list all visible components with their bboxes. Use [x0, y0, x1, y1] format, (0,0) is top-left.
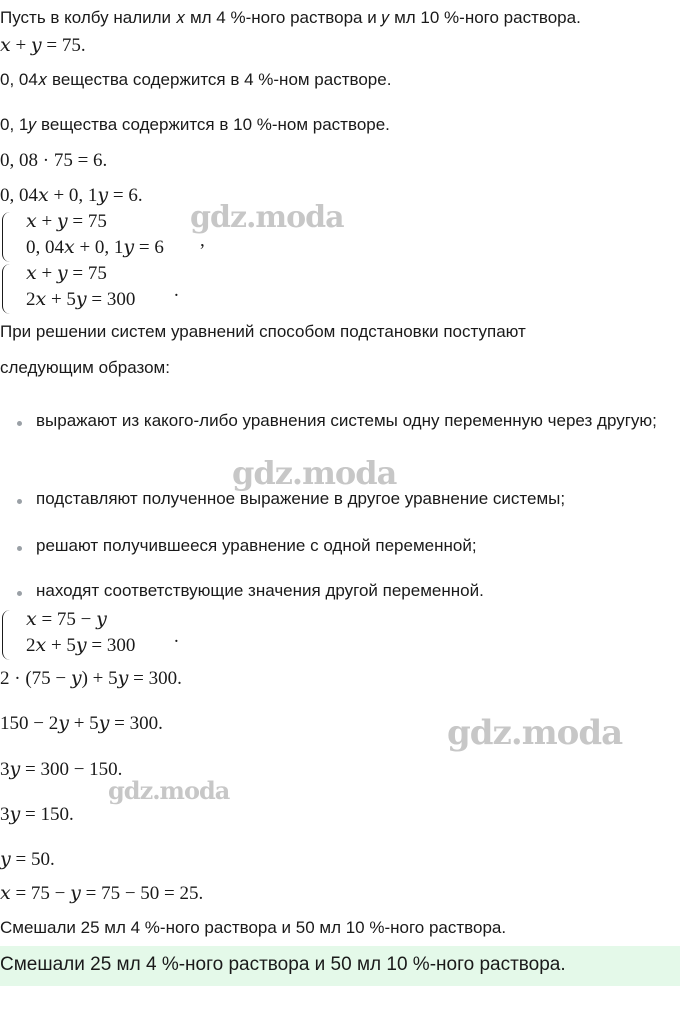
solution-step: 150 − 2𝑦 + 5𝑦 = 300.	[0, 713, 163, 734]
solution-step: 2 · (75 − 𝑦) + 5𝑦 = 300.	[0, 668, 182, 689]
system-trail: ,	[200, 230, 205, 251]
equation-sum: 𝑥 + 𝑦 = 75.	[0, 35, 86, 56]
solution-step: 𝑥 = 75 − 𝑦 = 75 − 50 = 25.	[0, 883, 204, 904]
bullet-dot	[17, 591, 22, 596]
list-item-text: подставляют полученное выражение в другое уравнение системы;	[36, 489, 566, 508]
list-item-text: находят соответствующие значения другой переменной.	[36, 581, 484, 600]
result-line: Смешали 25 мл 4 %-ного раствора и 50 мл 10 %-ного раствора.	[0, 918, 507, 937]
watermark-logo: gdz.moda	[190, 200, 344, 235]
solution-step: 3𝑦 = 300 − 150.	[0, 759, 123, 780]
bullet-dot	[17, 546, 22, 551]
watermark-logo: gdz.moda	[447, 713, 623, 753]
solution-step: 3𝑦 = 150.	[0, 804, 74, 825]
watermark-logo: gdz.moda	[108, 776, 230, 805]
intro-line: Пусть в колбу налили 𝑥 мл 4 %-ного раствора и 𝑦 мл 10 %-ного раствора.	[0, 8, 581, 27]
watermark-logo: gdz.moda	[232, 454, 397, 492]
system-brace	[2, 610, 13, 660]
system-row: 𝑥 = 75 − 𝑦	[26, 609, 107, 630]
bullet-dot	[17, 421, 22, 426]
substance-4-line: 0, 04𝑥 вещества содержится в 4 %-ном растворе.	[0, 70, 392, 89]
answer-box	[0, 946, 680, 986]
list-item-text: решают получившееся уравнение с одной переменной;	[36, 536, 477, 555]
system-row: 2𝑥 + 5𝑦 = 300	[26, 635, 136, 656]
system-row: 𝑥 + 𝑦 = 75	[26, 263, 107, 284]
equation-product: 0, 08 · 75 = 6.	[0, 150, 108, 171]
answer-text: Смешали 25 мл 4 %-ного раствора и 50 мл 10 %-ного раствора.	[0, 954, 566, 975]
system-row: 2𝑥 + 5𝑦 = 300	[26, 289, 136, 310]
system-trail: .	[174, 626, 179, 647]
equation-substance: 0, 04𝑥 + 0, 1𝑦 = 6.	[0, 185, 143, 206]
system-brace	[2, 212, 13, 262]
substance-10-line: 0, 1𝑦 вещества содержится в 10 %-ном растворе.	[0, 115, 390, 134]
list-item	[0, 531, 680, 567]
method-intro: При решении систем уравнений способом подстановки поступают	[0, 322, 526, 341]
system-brace	[2, 264, 13, 314]
system-trail: .	[174, 280, 179, 301]
system-row: 0, 04𝑥 + 0, 1𝑦 = 6	[26, 237, 164, 258]
bullet-dot	[17, 499, 22, 504]
list-item	[0, 576, 680, 612]
list-item-text: выражают из какого-либо уравнения системы одну переменную через другую;	[36, 411, 657, 430]
system-row: 𝑥 + 𝑦 = 75	[26, 211, 107, 232]
method-intro-cont: следующим образом:	[0, 358, 170, 377]
solution-step: 𝑦 = 50.	[0, 849, 55, 870]
